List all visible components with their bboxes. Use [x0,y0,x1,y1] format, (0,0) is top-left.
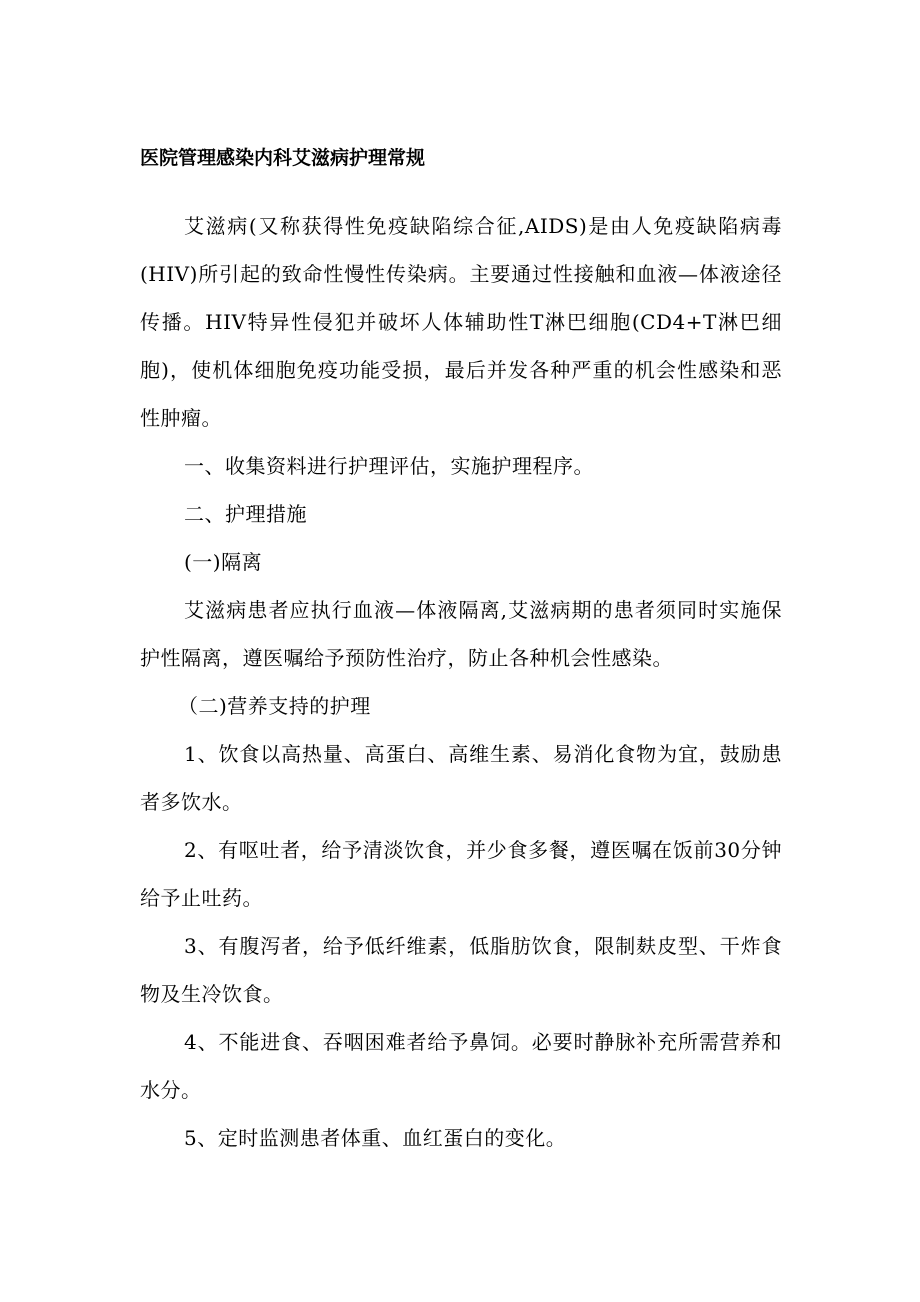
isolation-paragraph: 艾滋病患者应执行血液—体液隔离,艾滋病期的患者须同时实施保护性隔离，遵医嘱给予预防性治疗，防止各种机会性感染。 [140,598,782,670]
subsection-heading-nutrition: （二)营养支持的护理 [178,694,371,718]
subsection-heading-isolation: (一)隔离 [184,550,263,574]
list-item: 1、饮食以高热量、高蛋白、高维生素、易消化食物为宜，鼓励患者多饮水。 [140,742,782,814]
list-item: 3、有腹泻者，给予低纤维素，低脂肪饮食，限制麸皮型、干炸食物及生冷饮食。 [140,934,782,1006]
intro-paragraph: 艾滋病(又称获得性免疫缺陷综合征,AIDS)是由人免疫缺陷病毒(HIV)所引起的致命性慢性传染病。主要通过性接触和血液—体液途径传播。HIV特异性侵犯并破坏人体辅助性T淋巴细胞(CD4+T淋巴细胞)，使机体细胞免疫功能受损，最后并发各种严重的机会性感染和恶性肿瘤。 [140,214,782,430]
document-title: 医院管理感染内科艾滋病护理常规 [140,147,426,169]
list-item: 5、定时监测患者体重、血红蛋白的变化。 [184,1126,567,1150]
list-item: 2、有呕吐者，给予清淡饮食，并少食多餐，遵医嘱在饭前30分钟给予止吐药。 [140,838,782,910]
section-heading-2: 二、护理措施 [184,502,307,526]
list-item: 4、不能进食、吞咽困难者给予鼻饲。必要时静脉补充所需营养和水分。 [140,1030,782,1102]
section-heading-1: 一、收集资料进行护理评估，实施护理程序。 [184,454,594,478]
